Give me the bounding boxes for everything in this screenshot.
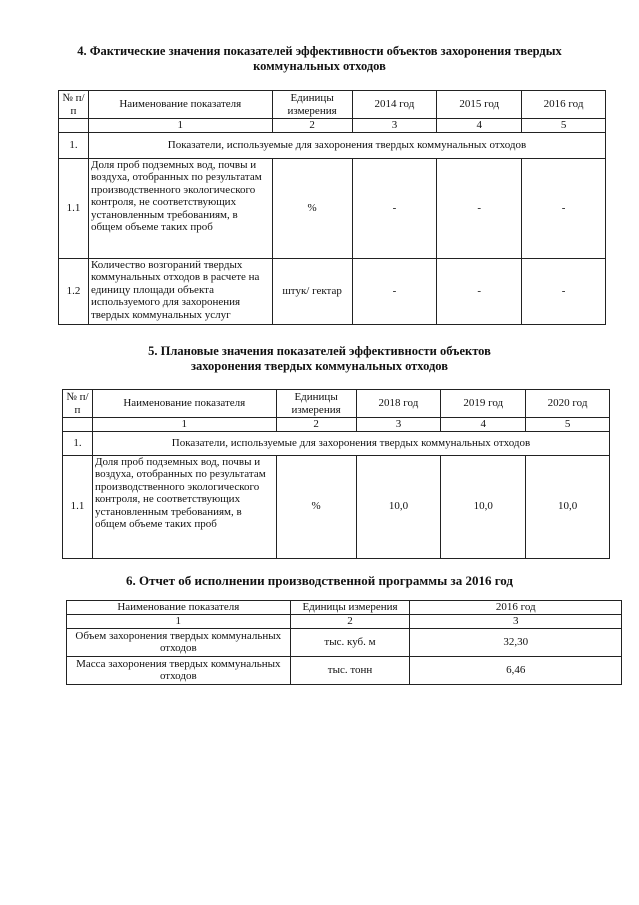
row-name: Объем захоронения твердых коммунальных отходов — [67, 628, 291, 656]
table-row — [59, 158, 606, 258]
row-value-2016: - — [522, 158, 606, 258]
row-unit: % — [272, 158, 352, 258]
row-value: 32,30 — [410, 628, 622, 656]
numbering-row — [59, 119, 606, 133]
row-num: 1.1 — [59, 158, 89, 258]
section-4-title-line-1: 4. Фактические значения показателей эффективности объектов захоронения твердых — [77, 44, 562, 58]
numbering-cell: 4 — [437, 119, 522, 133]
numbering-cell: 3 — [356, 418, 441, 432]
row-unit: % — [276, 455, 356, 558]
row-unit: тыс. тонн — [290, 656, 410, 684]
group-label: Показатели, используемые для захоронения твердых коммунальных отходов — [92, 431, 609, 455]
col-header-name: Наименование показателя — [92, 390, 276, 418]
numbering-cell: 2 — [290, 615, 410, 629]
row-name: Количество возгораний твердых коммунальных отходов в расчете на единицу площади объекта используемого для захоронения твердых коммунальных услуг — [88, 258, 272, 324]
group-row — [59, 132, 606, 158]
numbering-cell: 3 — [410, 615, 622, 629]
table-section-4 — [58, 90, 606, 325]
numbering-blank — [63, 418, 93, 432]
col-header-2019: 2019 год — [441, 390, 526, 418]
numbering-cell: 5 — [526, 418, 610, 432]
section-6-title-line: 6. Отчет об исполнении производственной программы за 2016 год — [125, 573, 514, 588]
table-header-row — [63, 390, 610, 418]
numbering-blank — [59, 119, 89, 133]
section-5-title-line-1: 5. Плановые значения показателей эффективности объектов — [148, 344, 491, 358]
group-num: 1. — [63, 431, 93, 455]
row-name: Масса захоронения твердых коммунальных отходов — [67, 656, 291, 684]
row-value-2020: 10,0 — [526, 455, 610, 558]
row-value-2015: - — [437, 258, 522, 324]
row-value-2014: - — [352, 258, 437, 324]
col-header-num: № п/п — [59, 91, 89, 119]
table-row — [59, 258, 606, 324]
row-num: 1.1 — [63, 455, 93, 558]
numbering-cell: 1 — [67, 615, 291, 629]
row-value-2015: - — [437, 158, 522, 258]
col-header-num: № п/п — [63, 390, 93, 418]
col-header-2018: 2018 год — [356, 390, 441, 418]
row-unit: тыс. куб. м — [290, 628, 410, 656]
group-label: Показатели, используемые для захоронения твердых коммунальных отходов — [88, 132, 605, 158]
row-num: 1.2 — [59, 258, 89, 324]
group-num: 1. — [59, 132, 89, 158]
col-header-unit: Единицы измерения — [290, 601, 410, 615]
table-header-row — [67, 601, 622, 615]
table-header-row — [59, 91, 606, 119]
row-value-2019: 10,0 — [441, 455, 526, 558]
row-unit: штук/ гектар — [272, 258, 352, 324]
col-header-name: Наименование показателя — [88, 91, 272, 119]
numbering-cell: 5 — [522, 119, 606, 133]
row-value: 6,46 — [410, 656, 622, 684]
numbering-row — [67, 615, 622, 629]
numbering-cell: 2 — [272, 119, 352, 133]
table-section-5 — [62, 389, 610, 559]
col-header-name: Наименование показателя — [67, 601, 291, 615]
table-row — [67, 656, 622, 684]
col-header-unit: Единицы измерения — [272, 91, 352, 119]
table-section-6 — [66, 600, 622, 685]
numbering-row — [63, 418, 610, 432]
numbering-cell: 2 — [276, 418, 356, 432]
col-header-unit: Единицы измерения — [276, 390, 356, 418]
numbering-cell: 1 — [92, 418, 276, 432]
col-header-2016: 2016 год — [522, 91, 606, 119]
numbering-cell: 1 — [88, 119, 272, 133]
section-4-title-line-2: коммунальных отходов — [253, 59, 386, 73]
row-name: Доля проб подземных вод, почвы и воздуха, отобранных по результатам производственного экологического контроля, не соответствующих установленным требованиям, в общем объеме таких проб — [92, 455, 276, 558]
col-header-2016: 2016 год — [410, 601, 622, 615]
table-row — [63, 455, 610, 558]
section-5-title — [0, 344, 639, 374]
row-value-2018: 10,0 — [356, 455, 441, 558]
col-header-2015: 2015 год — [437, 91, 522, 119]
group-row — [63, 431, 610, 455]
col-header-2020: 2020 год — [526, 390, 610, 418]
numbering-cell: 4 — [441, 418, 526, 432]
section-5-title-line-2: захоронения твердых коммунальных отходов — [191, 359, 448, 373]
section-6-title — [0, 573, 639, 588]
numbering-cell: 3 — [352, 119, 437, 133]
row-name: Доля проб подземных вод, почвы и воздуха, отобранных по результатам производственного экологического контроля, не соответствующих установленным требованиям, в общем объеме таких проб — [88, 158, 272, 258]
table-row — [67, 628, 622, 656]
row-value-2014: - — [352, 158, 437, 258]
col-header-2014: 2014 год — [352, 91, 437, 119]
section-4-title — [0, 44, 639, 74]
row-value-2016: - — [522, 258, 606, 324]
